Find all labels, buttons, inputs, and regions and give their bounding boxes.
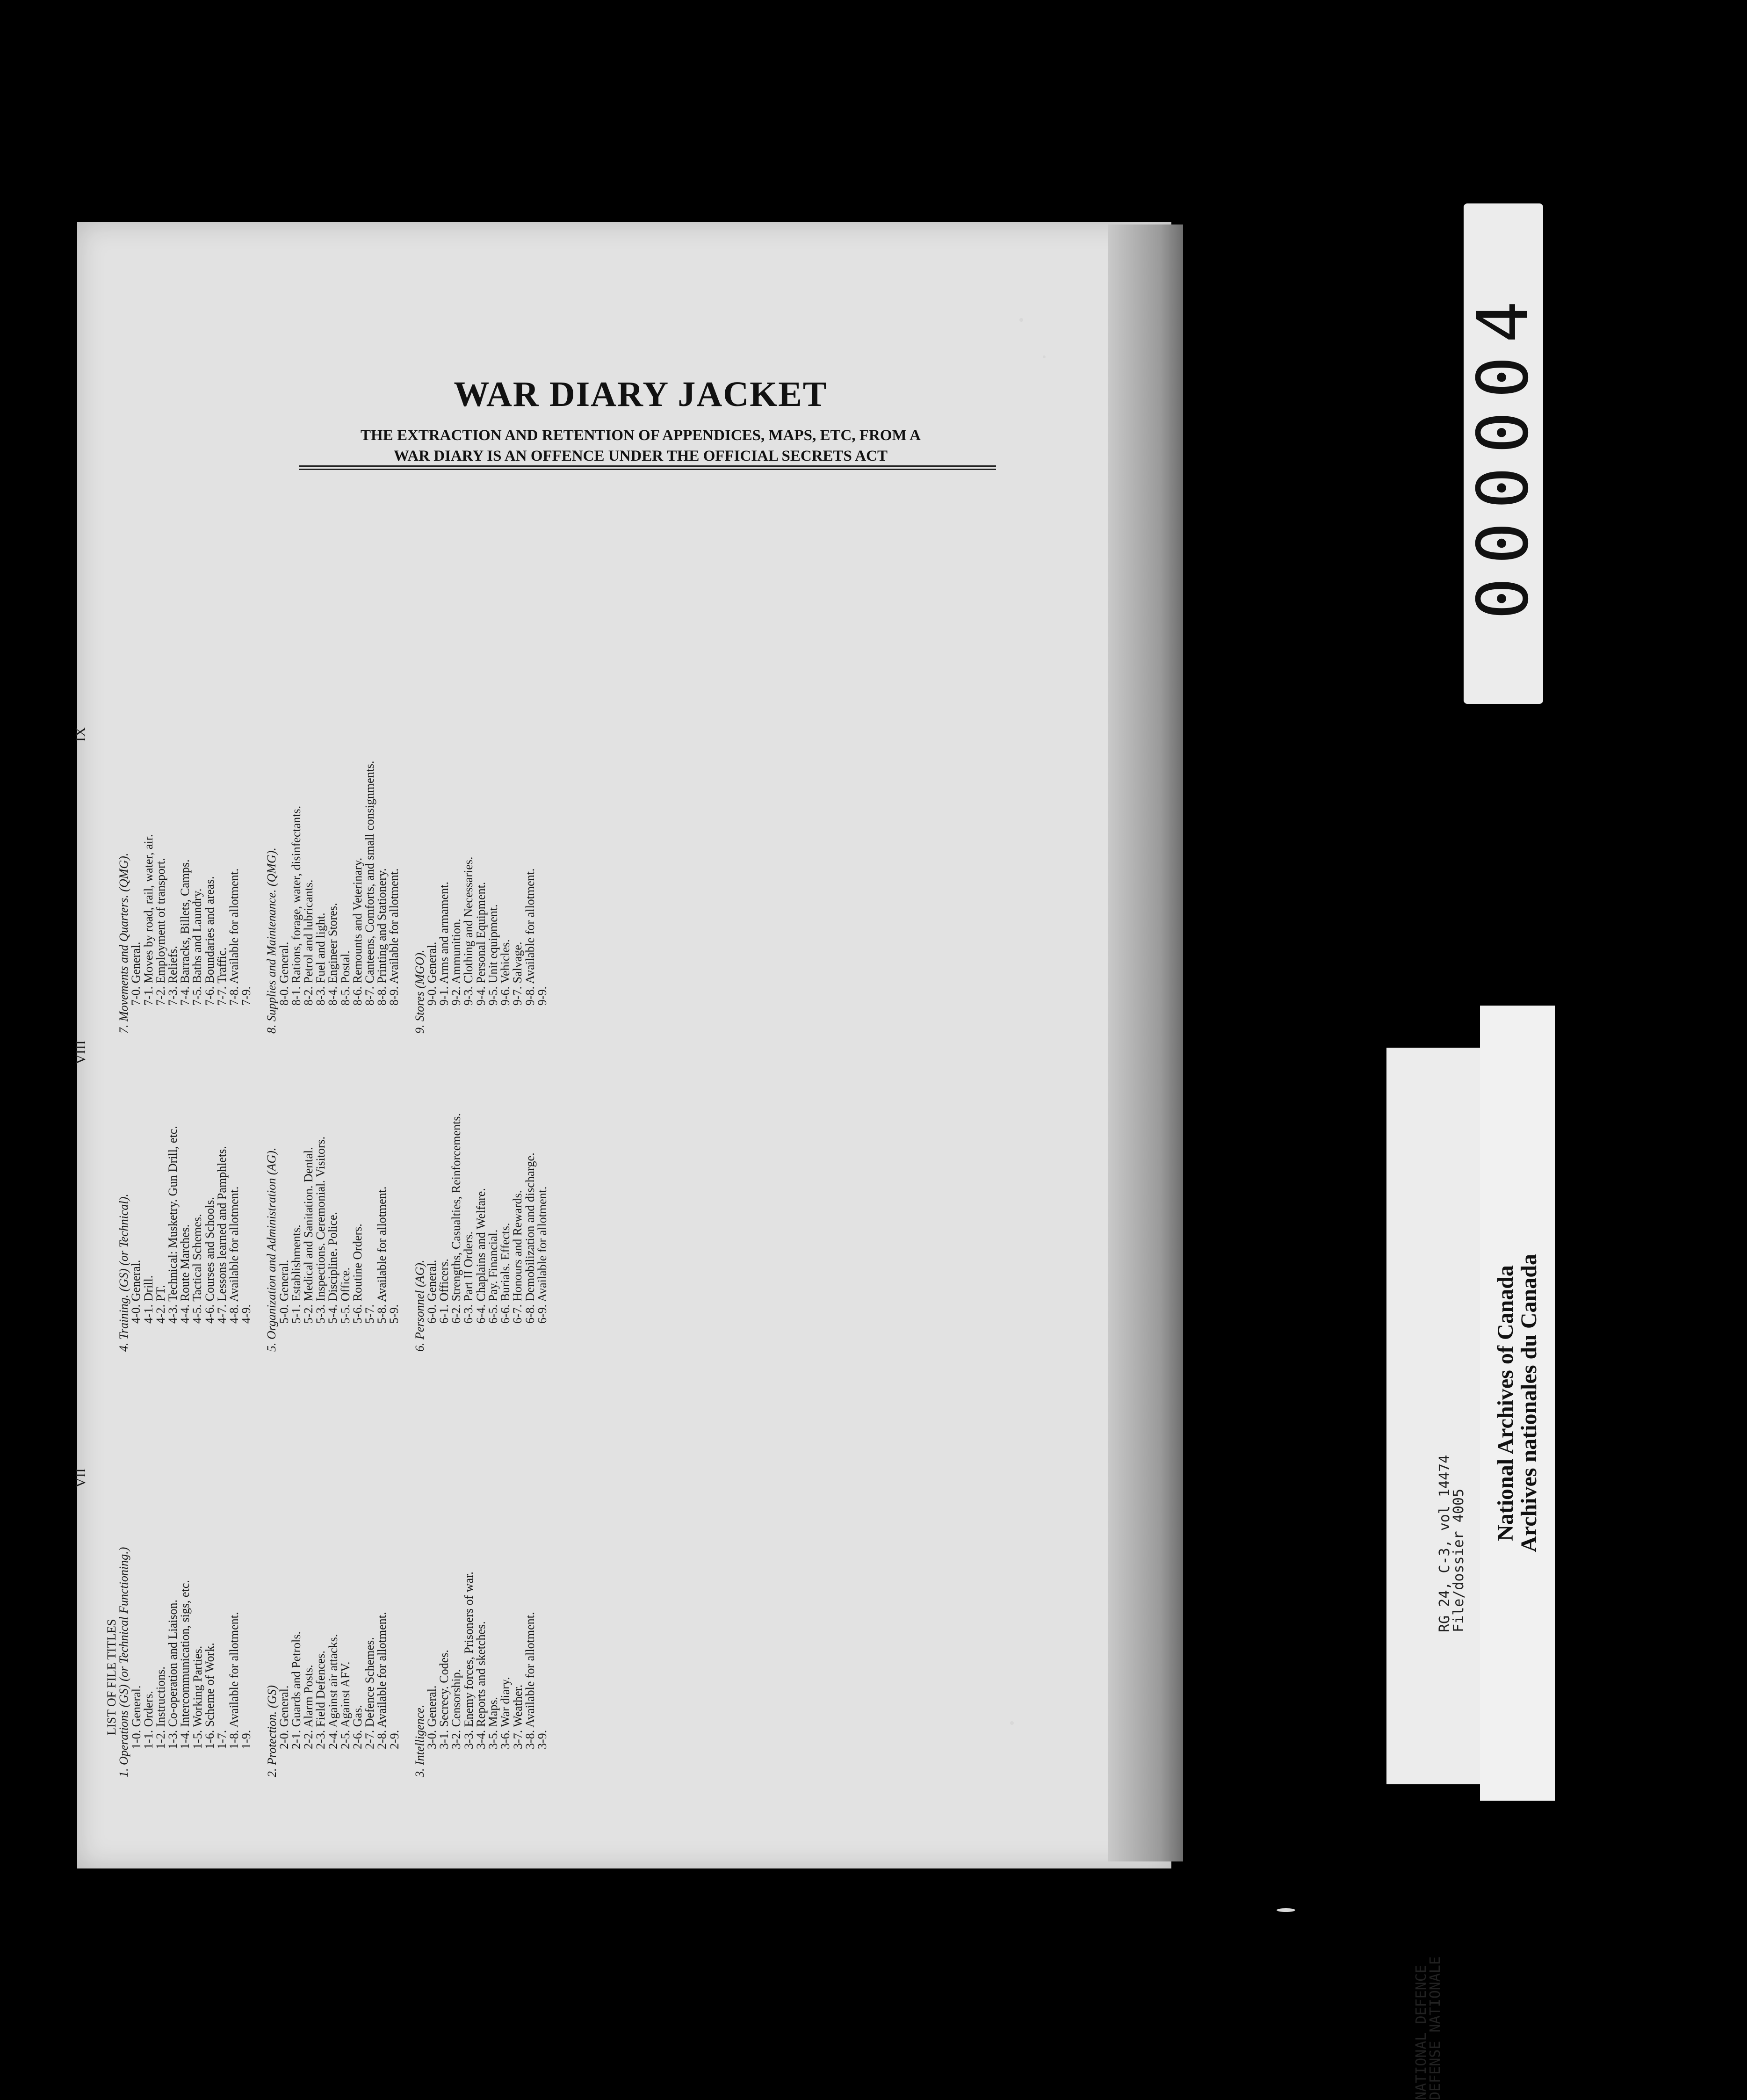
list-item: 5-9. (387, 1304, 401, 1324)
list-item: 1-9. (239, 1730, 253, 1749)
list-item: 4-6. Courses and Schools. (202, 1197, 217, 1324)
section-heading: 6. Personnel (AG). (412, 1260, 426, 1352)
list-item: 3-9. (535, 1730, 549, 1749)
list-item: 1-3. Co-operation and Liaison. (166, 1600, 180, 1749)
list-item: 9-4. Personal Equipment. (474, 882, 488, 1006)
list-item: 4-2. PT. (153, 1285, 167, 1324)
list-item: 9-8. Available for allotment. (523, 868, 537, 1006)
list-item: 9-9. (535, 986, 549, 1006)
section-heading: 4. Training. (GS) (or Technical). (117, 1194, 131, 1352)
list-item: 3-0. General. (425, 1685, 439, 1749)
list-item: 8-0. General. (277, 941, 291, 1006)
section-heading: 5. Organization and Administration (AG). (265, 1147, 279, 1352)
list-item: 8-6. Remounts and Veterinary. (350, 857, 364, 1006)
dust-speck (1043, 355, 1046, 358)
list-item: 9-1. Arms and armament. (437, 882, 451, 1006)
list-item: 7-6. Boundaries and areas. (202, 876, 217, 1006)
list-item: 5-6. Routine Orders. (350, 1224, 364, 1324)
list-item: 2-4. Against air attacks. (326, 1634, 340, 1749)
list-item: 2-9. (387, 1730, 401, 1749)
list-item: 9-0. General. (425, 941, 439, 1006)
list-item: 1-1. Orders. (141, 1691, 155, 1749)
column-roman: IX (73, 727, 88, 742)
list-item: 1-0. General. (129, 1685, 143, 1749)
list-item: 5-7. (363, 1304, 377, 1324)
record-group-reference: RG 24, C-3, vol 14474 (1437, 1455, 1453, 1632)
list-item: 2-6. Gas. (351, 1705, 365, 1749)
list-item: 6-3. Part II Orders. (462, 1231, 476, 1324)
list-item: 1-6. Scheme of Work. (202, 1643, 217, 1749)
department-fr: DEFENSE NATIONALE (1427, 1956, 1444, 2100)
list-item: 6-0. General. (425, 1260, 439, 1324)
list-item: 8-2. Petrol and lubricants. (302, 879, 316, 1006)
list-item: 7-3. Reliefs. (166, 946, 180, 1006)
list-item: 1-8. Available for allotment. (227, 1612, 241, 1749)
department-en: NATIONAL DEFENCE (1413, 1965, 1429, 2100)
list-item: 4-0. General. (129, 1260, 143, 1324)
list-item: 3-8. Available for allotment. (523, 1612, 537, 1749)
archive-reference-label (1386, 1048, 1480, 2100)
list-item: 5-8. Available for allotment. (375, 1186, 389, 1324)
list-item: 1-2. Instructions. (154, 1666, 168, 1749)
column-ix (73, 435, 549, 1034)
list-item: 3-5. Maps. (486, 1697, 500, 1749)
list-item: 1-5. Working Parties. (190, 1645, 204, 1749)
sheet-edge (1108, 224, 1183, 1861)
list-item: 3-2. Censorship. (449, 1669, 463, 1749)
list-item: 3-7. Weather. (511, 1684, 525, 1749)
list-item: 8-4. Engineer Stores. (326, 903, 340, 1006)
list-item: 9-7. Salvage. (511, 941, 525, 1006)
section-heading: 1. Operations (GS) (or Technical Functioning.) (117, 1547, 131, 1777)
frame-number-strip (1464, 203, 1543, 704)
list-item: 3-6. War diary. (498, 1677, 513, 1749)
list-item: 2-1. Guards and Petrols. (289, 1631, 303, 1749)
list-item: 9-3. Clothing and Necessaries. (462, 856, 476, 1006)
list-item: 8-8. Printing and Stationery. (375, 868, 389, 1006)
list-item: 2-8. Available for allotment. (375, 1612, 389, 1749)
list-item: 8-7. Canteens, Comforts, and small consignments. (363, 760, 377, 1006)
reference-label (1438, 903, 1466, 1632)
list-item: 6-1. Officers. (437, 1259, 451, 1324)
file-reference: File/dossier 4005 (1451, 1488, 1467, 1632)
list-item: 6-8. Demobilization and discharge. (523, 1152, 537, 1324)
section-heading: 2. Protection. (GS) (265, 1685, 279, 1777)
list-item: 5-4. Discipline. Police. (326, 1211, 340, 1324)
list-item: 5-1. Establishments. (289, 1224, 303, 1324)
list-item: 3-4. Reports and sketches. (474, 1621, 488, 1749)
column-roman: VIII (73, 1040, 88, 1064)
page-title: WAR DIARY JACKET (454, 375, 828, 414)
warning-line-2: WAR DIARY IS AN OFFENCE UNDER THE OFFICIAL SECRETS ACT (394, 448, 888, 464)
list-item: 6-4. Chaplains and Welfare. (474, 1188, 488, 1324)
list-item: 4-7. Lessons learned and Pamphlets. (215, 1146, 229, 1324)
list-item: 2-2. Alarm Posts. (302, 1665, 316, 1749)
dust-speck (1277, 1908, 1295, 1912)
section-heading: 9. Stores (MGO). (412, 949, 426, 1034)
list-item: 9-5. Unit equipment. (486, 904, 500, 1006)
column-roman: VII (73, 1468, 88, 1488)
list-item: 2-5. Against AFV. (338, 1661, 352, 1749)
archives-name-label (1480, 1006, 1555, 1801)
list-item: 1-4. Intercommunication, sigs, etc. (178, 1580, 192, 1749)
list-item: 4-9. (239, 1304, 253, 1324)
list-item: 4-8. Available for allotment. (227, 1186, 241, 1324)
list-item: 7-9. (239, 986, 253, 1006)
section-heading: 7. Movements and Quarters. (QMG). (117, 853, 131, 1034)
dust-speck (1019, 318, 1023, 322)
archives-name (1494, 1099, 1541, 1707)
frame-number: 000004 (1463, 288, 1544, 620)
list-item: 8-9. Available for allotment. (387, 868, 401, 1006)
list-item: 3-1. Secrecy. Codes. (437, 1650, 451, 1749)
warning-line-1: THE EXTRACTION AND RETENTION OF APPENDICES, MAPS, ETC, FROM A (361, 427, 921, 444)
archives-name-fr: Archives nationales du Canada (1516, 1254, 1541, 1552)
list-item: 5-5. Office. (338, 1267, 352, 1324)
list-item: 9-2. Ammunition. (449, 919, 463, 1006)
list-item: 7-8. Available for allotment. (227, 868, 241, 1006)
list-item: 2-7. Defence Schemes. (363, 1637, 377, 1749)
list-item: 7-1. Moves by road, rail, water, air. (141, 834, 155, 1006)
list-item: 5-0. General. (277, 1260, 291, 1324)
list-item: 8-3. Fuel and light. (314, 912, 328, 1006)
section-heading: 3. Intelligence. (412, 1704, 426, 1777)
list-item: 4-4. Route Marches. (178, 1224, 192, 1324)
list-item: 6-7. Honours and Rewards. (511, 1190, 525, 1324)
list-item: 5-2. Medical and Sanitation. Dental. (302, 1147, 316, 1324)
list-item: 7-7. Traffic. (215, 947, 229, 1006)
list-item: 7-0. General. (129, 941, 143, 1006)
list-item: 6-9. Available for allotment. (535, 1186, 549, 1324)
list-item: 3-3. Enemy forces, Prisoners of war. (462, 1571, 476, 1749)
list-item: 7-4. Barracks, Billets, Camps. (178, 859, 192, 1006)
list-item: 4-1. Drill. (141, 1275, 155, 1324)
list-item: 2-3. Field Defences. (314, 1651, 328, 1749)
list-item: 7-2. Employment of transport. (153, 858, 167, 1006)
list-item: 7-5. Baths and Laundry. (190, 888, 204, 1006)
list-item: 2-0. General. (277, 1685, 291, 1749)
list-item: 6-2. Strengths, Casualties, Reinforcements. (449, 1113, 463, 1324)
list-item: 8-1. Rations, forage, water, disinfectants. (289, 805, 303, 1006)
list-item: 9-6. Vehicles. (498, 939, 513, 1006)
list-item: 8-5. Postal. (338, 950, 352, 1006)
list-item: 4-5. Tactical Schemes. (190, 1214, 204, 1324)
list-item: 6-5. Pay. Financial. (486, 1229, 500, 1324)
list-item: 4-3. Technical: Musketry. Gun Drill, etc. (166, 1126, 180, 1324)
list-item: 6-6. Burials. Effects. (498, 1223, 513, 1324)
archives-name-en: National Archives of Canada (1493, 1265, 1518, 1541)
list-title: LIST OF FILE TITLES (105, 1619, 119, 1735)
list-item: 5-3. Inspections. Ceremonial. Visitors. (314, 1136, 328, 1324)
section-heading: 8. Supplies and Maintenance. (QMG). (265, 847, 279, 1034)
dust-speck (1010, 1721, 1014, 1725)
list-item: 1-7. (215, 1730, 229, 1749)
